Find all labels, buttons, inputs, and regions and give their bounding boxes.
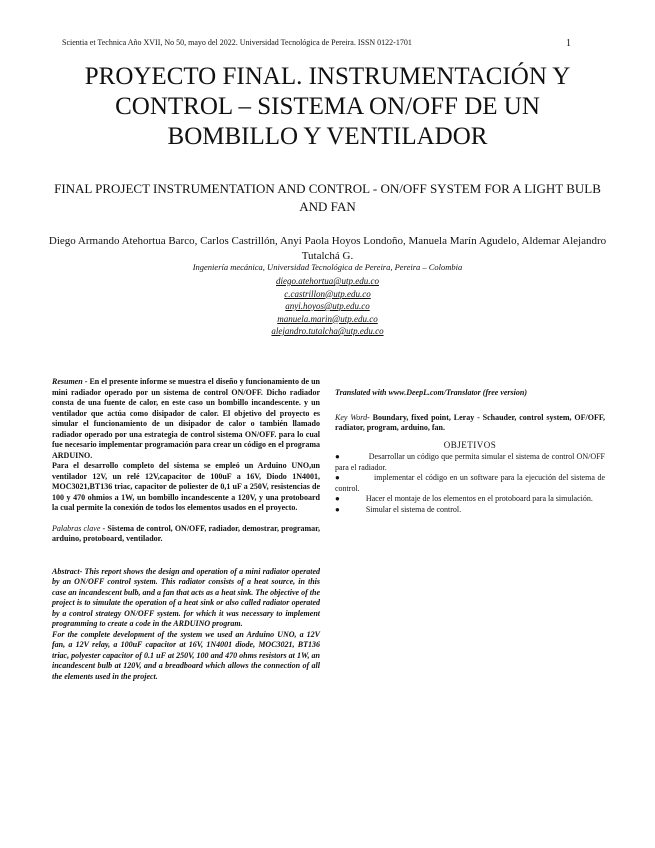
key-word-text: - Boundary, fixed point, Leray - Schauder, control system, OF/OFF, radiator, program, arduino, fan.: [335, 412, 606, 432]
abstract-paragraph-2: For the complete development of the system we used an Arduino UNO, a 12V fan, a 12V relay, a 100uF capacitor at 16V, 1N4001 diode, MOC3021, BT136 triac, polyester capacitor of 0.1 uF at 250V, 100 and 470 ohms resistors at 1W, an incandescent bulb at 120V, and a breadboard which allows the connection of all the elements used in the project.: [52, 629, 320, 681]
paper-title: [40, 62, 615, 152]
objective-item: [335, 473, 605, 494]
title-line: CONTROL – SISTEMA ON/OFF DE UN: [115, 93, 540, 120]
author-email[interactable]: diego.atehortua@utp.edu.co: [275, 276, 379, 286]
objective-text: Hacer el montaje de los elementos en el protoboard para la simulación.: [365, 494, 593, 503]
affiliation: Ingeniería mecánica, Universidad Tecnológica de Pereira, Pereira – Colombia: [192, 262, 463, 272]
bullet-icon: ●: [335, 494, 340, 503]
page-number: 1: [566, 38, 571, 49]
objective-text: Desarrollar un código que permita simular el sistema de control ON/OFF para el radiador.: [335, 452, 605, 472]
author-email[interactable]: alejandro.tutalcha@utp.edu.co: [271, 326, 384, 336]
right-column: [335, 388, 605, 515]
abstract-paragraph: [52, 567, 320, 630]
resumen-paragraph: [52, 377, 320, 461]
author-email[interactable]: c.castrillon@utp.edu.co: [284, 288, 371, 299]
title-line: PROYECTO FINAL. INSTRUMENTACIÓN Y: [84, 63, 571, 90]
key-words: [335, 413, 605, 434]
bullet-icon: ●: [335, 452, 341, 461]
bullet-icon: ●: [335, 473, 341, 482]
author-list: Diego Armando Atehortua Barco, Carlos Castrillón, Anyi Paola Hoyos Londoño, Manuela Marín Agudelo, Aldemar Alejandro Tutalchá G.: [48, 235, 607, 262]
objetivos-heading: OBJETIVOS: [443, 439, 497, 450]
palabras-clave-label: Palabras clave: [52, 523, 101, 533]
objective-item: [335, 452, 605, 473]
resumen-paragraph-2: Para el desarrollo completo del sistema se empleó un Arduino UNO,un ventilador 12V, un relé 12V,capacitor de 100uF a 16V, Diodo 1N4001, MOC3021,BT136 triac, capacitor de poliester de 0,1 uF a 250V, resistencias de 100 y 470 ohmios a 1W, un bombillo incandescente a 120V, y una protoboard la cual permite la conexión de todos los elementos usados en el proyecto.: [52, 461, 320, 512]
objective-text: Simular el sistema de control.: [365, 504, 462, 514]
key-word-label: Key Word: [335, 412, 368, 422]
author-email[interactable]: anyi.hoyos@utp.edu.co: [285, 301, 370, 311]
bullet-icon: ●: [335, 504, 340, 514]
title-line: BOMBILLO Y VENTILADOR: [167, 123, 488, 150]
translation-note: Translated with www.DeepL.com/Translator (free version): [335, 388, 527, 397]
abstract-label: Abstract: [52, 566, 80, 576]
english-title: FINAL PROJECT INSTRUMENTATION AND CONTROL - ON/OFF SYSTEM FOR A LIGHT BULB AND FAN: [54, 181, 601, 214]
resumen-text: - En el presente informe se muestra el diseño y funcionamiento de un mini radiador operado por un sistema de control ON/OFF. Dicho radiador consta de una fuente de calor, en este caso un bombillo incandescente. y un ventilador que actúa como disipador de calor. El objetivo del proyecto es simular el funcionamiento de un disipador de calor o también llamado radiador operado por una estrategia de control sistema ON/OFF. para lo cual fue necesario implementar programación para crear un código en el programa ARDUINO.: [52, 377, 320, 460]
left-column: [52, 377, 320, 682]
objective-item: [335, 505, 605, 516]
palabras-clave-text: - Sistema de control, ON/OFF, radiador, demostrar, programar, arduino, protoboard, ventilador.: [52, 523, 320, 543]
objective-text: implementar el código en un software para la ejecución del sistema de control.: [335, 473, 606, 493]
resumen-label: Resumen: [52, 377, 83, 386]
palabras-clave: [52, 524, 320, 545]
objective-item: [335, 494, 605, 505]
journal-header: Scientia et Technica Año XVII, No 50, mayo del 2022. Universidad Tecnológica de Pereira. ISSN 0122-1701: [62, 38, 412, 47]
author-email[interactable]: manuela.marin@utp.edu.co: [277, 313, 378, 324]
email-list: [40, 275, 615, 338]
abstract-text: - This report shows the design and operation of a mini radiator operated by an ON/OFF control system. This radiator consists of a heat source, in this case an incandescent bulb, and a fan that acts as a heat sink. The objective of the project is to simulate the operation of a heat sink or also called radiator operated by a control strategy ON/OFF system. for which it was necessary to implement programming to create a code in the ARDUINO program.: [52, 566, 320, 628]
